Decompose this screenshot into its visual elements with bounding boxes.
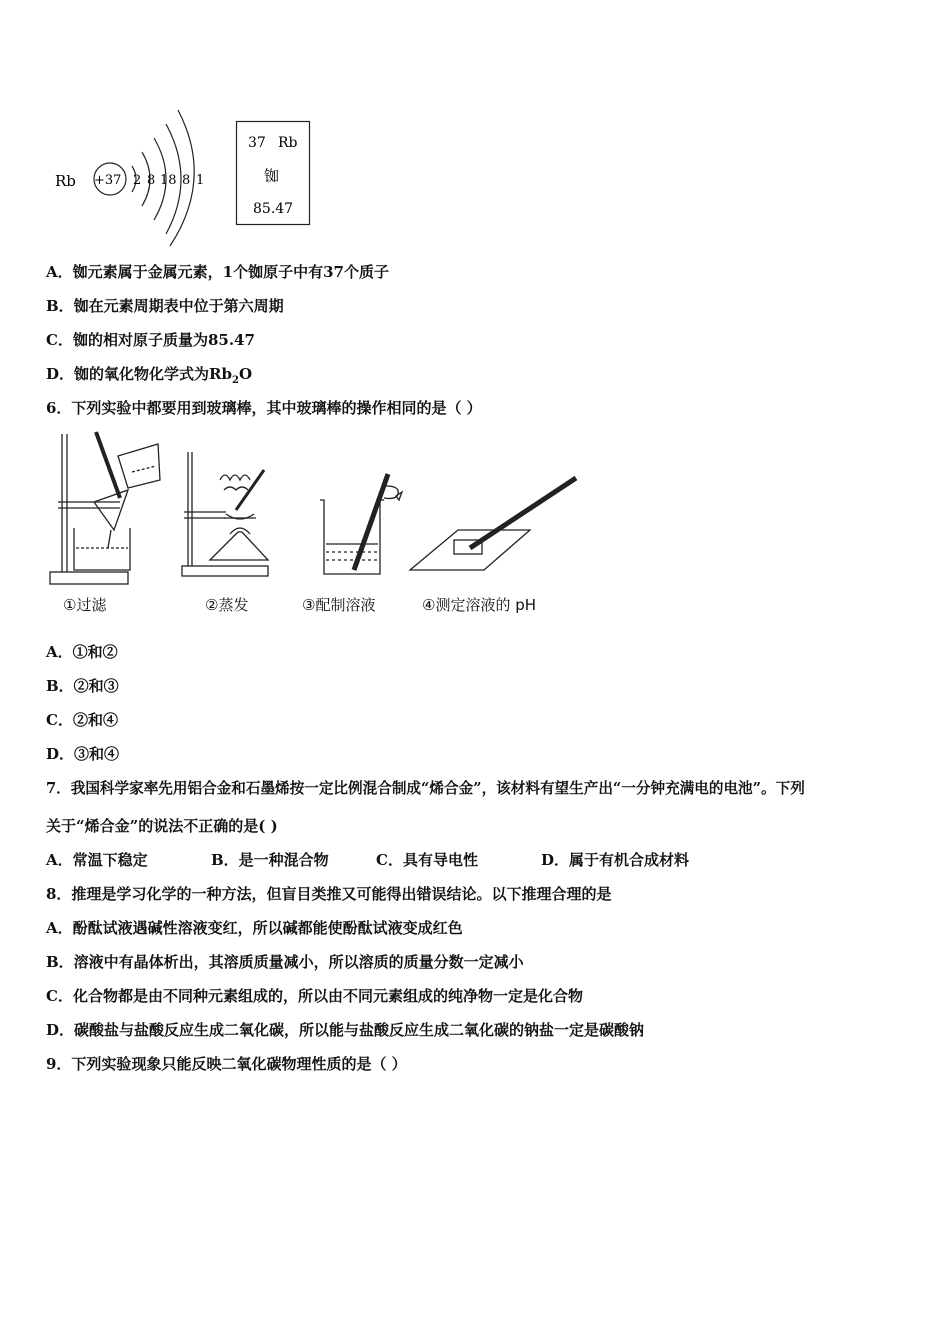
caption-ph-test: ④测定溶液的 pH (422, 596, 537, 614)
q7-stem-line1: 7．我国科学家率先用铝合金和石墨烯按一定比例混合制成“烯合金”，该材料有望生产出“一分钟充满电的电池”。下列 (46, 780, 805, 797)
q7-option-c: C．具有导电性 (376, 851, 478, 869)
q7-option-b: B．是一种混合物 (211, 851, 329, 869)
element-card (236, 121, 310, 225)
shell-electrons-3: 18 (160, 173, 177, 188)
q8-option-c: C．化合物都是由不同种元素组成的，所以由不同元素组成的纯净物一定是化合物 (46, 987, 583, 1005)
rb-atom-diagram (50, 100, 230, 250)
card-symbol: Rb (278, 135, 298, 151)
q8-option-b: B．溶液中有晶体析出，其溶质质量减小，所以溶质的质量分数一定减小 (46, 953, 524, 971)
q9-stem: 9．下列实验现象只能反映二氧化碳物理性质的是（ ） (46, 1055, 407, 1073)
q7-option-a: A．常温下稳定 (46, 851, 148, 869)
shell-electrons-1: 2 (133, 173, 142, 188)
shell-electrons-4: 8 (182, 173, 191, 188)
q6-option-a: A．①和② (46, 643, 118, 661)
q5-option-d-tail: O (238, 365, 253, 383)
card-element-name: 铷 (264, 167, 280, 185)
q7-options-row (46, 849, 689, 870)
q8-option-a: A．酚酞试液遇碱性溶液变红，所以碱都能使酚酞试液变成红色 (46, 919, 463, 937)
q7-stem-line2: 关于“烯合金”的说法不正确的是( ) (46, 817, 278, 835)
q5-option-d-subscript: 2 (231, 375, 239, 386)
q7-option-d: D．属于有机合成材料 (541, 851, 690, 869)
q5-option-d (46, 363, 252, 386)
atom-symbol: Rb (55, 172, 76, 190)
card-atomic-number: 37 (248, 135, 266, 151)
q5-option-a: A．铷元素属于金属元素，1个铷原子中有37个质子 (46, 263, 389, 281)
caption-filtration: ①过滤 (63, 596, 107, 614)
caption-solution-prep: ③配制溶液 (302, 596, 376, 614)
q6-stem: 6．下列实验中都要用到玻璃棒，其中玻璃棒的操作相同的是（ ） (46, 399, 482, 417)
shell-electrons-2: 8 (147, 173, 156, 188)
filtration-apparatus (48, 430, 168, 588)
q6-option-c: C．②和④ (46, 711, 118, 729)
q5-option-d-text: D．铷的氧化物化学式为Rb (46, 365, 232, 383)
q6-option-b: B．②和③ (46, 677, 119, 695)
shell-electrons-5: 1 (196, 173, 205, 188)
caption-evaporation: ②蒸发 (205, 596, 249, 614)
q8-option-d: D．碳酸盐与盐酸反应生成二氧化碳，所以能与盐酸反应生成二氧化碳的钠盐一定是碳酸钠 (46, 1021, 645, 1039)
q6-option-d: D．③和④ (46, 745, 120, 763)
ph-test-apparatus (408, 470, 578, 580)
card-atomic-mass: 85.47 (253, 201, 294, 217)
q8-stem: 8．推理是学习化学的一种方法，但盲目类推又可能得出错误结论。以下推理合理的是 (46, 885, 612, 903)
q5-option-b: B．铷在元素周期表中位于第六周期 (46, 297, 284, 315)
solution-prep-apparatus (316, 470, 406, 580)
nucleus-charge: +37 (94, 173, 122, 188)
evaporation-apparatus (180, 450, 270, 580)
q5-option-c: C．铷的相对原子质量为85.47 (46, 331, 255, 349)
